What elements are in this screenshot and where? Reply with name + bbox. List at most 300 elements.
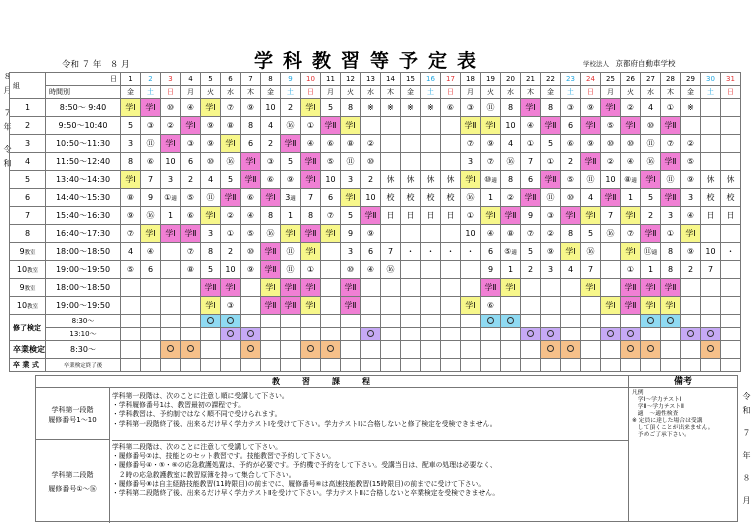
shuryo-cell-pm bbox=[201, 328, 221, 341]
schedule-cell: ⑧ bbox=[221, 117, 241, 135]
shuryo-cell-pm bbox=[121, 328, 141, 341]
schedule-cell bbox=[701, 135, 721, 153]
graduation-cell bbox=[501, 359, 521, 372]
graduation-label: 卒 業 式 bbox=[10, 359, 46, 372]
school-prefix: 学校法人 bbox=[583, 60, 609, 68]
schedule-cell: 学Ⅰ bbox=[641, 279, 661, 297]
schedule-cell bbox=[401, 261, 421, 279]
weekday-8: 金 bbox=[261, 86, 281, 99]
schedule-cell: 2 bbox=[281, 99, 301, 117]
exam-circle-icon bbox=[487, 317, 494, 324]
schedule-cell: ⑨ bbox=[201, 117, 221, 135]
schedule-cell: ③ bbox=[461, 99, 481, 117]
schedule-cell bbox=[621, 171, 641, 189]
note-line: 適 ～適性検査 bbox=[632, 411, 679, 417]
weekday-28: 木 bbox=[661, 86, 681, 99]
schedule-cell: 学Ⅰ bbox=[201, 99, 221, 117]
schedule-cell: ⑦ bbox=[181, 243, 201, 261]
schedule-cell: ⑪ bbox=[481, 99, 501, 117]
schedule-cell bbox=[441, 297, 461, 315]
schedule-cell: ⑦ bbox=[121, 225, 141, 243]
schedule-cell: ⑯ bbox=[281, 117, 301, 135]
sotsugyo-cell bbox=[321, 341, 341, 359]
schedule-cell: ⑪ bbox=[541, 189, 561, 207]
schedule-cell: ・ bbox=[441, 243, 461, 261]
schedule-cell: 校 bbox=[381, 189, 401, 207]
schedule-cell bbox=[441, 153, 461, 171]
schedule-cell-value: ⑤ bbox=[504, 247, 512, 256]
schedule-cell bbox=[441, 135, 461, 153]
schedule-cell bbox=[421, 135, 441, 153]
schedule-cell: ⑩ bbox=[361, 153, 381, 171]
schedule-cell bbox=[181, 279, 201, 297]
graduation-cell bbox=[481, 359, 501, 372]
schedule-cell: 6 bbox=[141, 261, 161, 279]
schedule-cell bbox=[141, 297, 161, 315]
shuryo-cell-pm bbox=[221, 328, 241, 341]
day-14: 14 bbox=[381, 73, 401, 86]
exam-circle-icon bbox=[567, 345, 574, 352]
exam-circle-icon bbox=[607, 330, 614, 337]
sotsugyo-cell bbox=[601, 341, 621, 359]
stage1-description bbox=[112, 392, 628, 440]
graduation-cell bbox=[361, 359, 381, 372]
schedule-cell bbox=[641, 243, 661, 261]
schedule-cell: ① bbox=[521, 135, 541, 153]
schedule-cell: ⑯ bbox=[461, 189, 481, 207]
schedule-cell: ⑦ bbox=[521, 225, 541, 243]
shuryo-cell bbox=[461, 315, 481, 328]
weekday-12: 火 bbox=[341, 86, 361, 99]
schedule-cell: ④ bbox=[481, 225, 501, 243]
exam-circle-icon bbox=[627, 330, 634, 337]
schedule-cell bbox=[421, 117, 441, 135]
schedule-cell: ⑯ bbox=[261, 225, 281, 243]
schedule-cell: 5 bbox=[221, 171, 241, 189]
schedule-cell: ⑦ bbox=[321, 207, 341, 225]
schedule-cell: ※ bbox=[361, 99, 381, 117]
schedule-cell: 5 bbox=[281, 153, 301, 171]
schedule-cell: 学Ⅱ bbox=[541, 171, 561, 189]
schedule-cell: 学Ⅰ bbox=[241, 153, 261, 171]
schedule-cell: 学Ⅰ bbox=[681, 225, 701, 243]
shuryo-cell-pm bbox=[561, 328, 581, 341]
schedule-cell bbox=[401, 279, 421, 297]
schedule-cell bbox=[701, 153, 721, 171]
shuryo-cell bbox=[701, 315, 721, 328]
weekday-30: 土 bbox=[701, 86, 721, 99]
weekday-18: 月 bbox=[461, 86, 481, 99]
schedule-cell: 4 bbox=[261, 117, 281, 135]
schedule-cell bbox=[721, 117, 741, 135]
shuryo-cell-pm bbox=[701, 328, 721, 341]
schedule-cell bbox=[401, 297, 421, 315]
schedule-cell: 学Ⅰ bbox=[141, 99, 161, 117]
schedule-cell: 4 bbox=[501, 135, 521, 153]
stage2-sub: 履修番号①～⑯ bbox=[48, 485, 97, 493]
stage2-line: ・履修番号②は、技能とのセット教習です。技能教習で予約して下さい。 bbox=[112, 452, 336, 461]
schedule-cell: ⑪ bbox=[341, 153, 361, 171]
schedule-cell bbox=[541, 279, 561, 297]
shuryo-cell-pm bbox=[501, 328, 521, 341]
schedule-cell: ⑤ bbox=[321, 153, 341, 171]
schedule-cell: 学Ⅰ bbox=[501, 279, 521, 297]
schedule-cell: 学Ⅱ bbox=[621, 279, 641, 297]
period-time: 8:50～ 9:40 bbox=[46, 99, 121, 117]
aptitude-mark: 適 bbox=[290, 196, 296, 202]
schedule-cell: 学Ⅰ bbox=[141, 225, 161, 243]
schedule-cell: 5 bbox=[121, 117, 141, 135]
schedule-cell: 学Ⅰ bbox=[301, 297, 321, 315]
weekday-21: 木 bbox=[521, 86, 541, 99]
schedule-cell: 8 bbox=[121, 153, 141, 171]
schedule-cell: 学Ⅱ bbox=[341, 297, 361, 315]
year-month: 令和 ７ 年 ８ 月 bbox=[62, 60, 130, 70]
schedule-cell: 校 bbox=[441, 189, 461, 207]
shuryo-kentei-label: 修了検定 bbox=[10, 315, 46, 341]
schedule-cell: 日 bbox=[441, 207, 461, 225]
schedule-cell: 6 bbox=[361, 243, 381, 261]
graduation-cell bbox=[341, 359, 361, 372]
schedule-cell: 校 bbox=[421, 189, 441, 207]
exam-circle-icon bbox=[247, 330, 254, 337]
schedule-cell: ① bbox=[661, 225, 681, 243]
day-19: 19 bbox=[481, 73, 501, 86]
shuryo-cell-pm bbox=[241, 328, 261, 341]
schedule-cell: 学Ⅱ bbox=[501, 207, 521, 225]
day-3: 3 bbox=[161, 73, 181, 86]
stage2-description bbox=[112, 440, 628, 523]
shuryo-cell-pm bbox=[341, 328, 361, 341]
day-24: 24 bbox=[581, 73, 601, 86]
sotsugyo-cell bbox=[201, 341, 221, 359]
schedule-cell bbox=[421, 279, 441, 297]
schedule-cell: 7 bbox=[521, 153, 541, 171]
schedule-cell: ⑨ bbox=[121, 207, 141, 225]
schedule-cell: ⑩ bbox=[601, 135, 621, 153]
schedule-cell: ⑧ bbox=[121, 189, 141, 207]
schedule-cell: 2 bbox=[221, 243, 241, 261]
schedule-cell-value: ⑪ bbox=[643, 247, 652, 256]
schedule-cell: 1 bbox=[621, 189, 641, 207]
schedule-cell bbox=[441, 279, 461, 297]
schedule-cell: 2 bbox=[561, 153, 581, 171]
schedule-cell: 学Ⅱ bbox=[221, 189, 241, 207]
schedule-cell: ⑨ bbox=[201, 135, 221, 153]
shuryo-cell-pm bbox=[541, 328, 561, 341]
left-vertical-caption: ８月 ７年 令和 bbox=[3, 72, 12, 174]
schedule-cell bbox=[421, 261, 441, 279]
schedule-cell: 8 bbox=[661, 243, 681, 261]
schedule-cell: 10 bbox=[461, 225, 481, 243]
schedule-cell bbox=[381, 153, 401, 171]
schedule-cell: ・ bbox=[721, 243, 741, 261]
schedule-cell: ④ bbox=[241, 207, 261, 225]
graduation-cell bbox=[621, 359, 641, 372]
schedule-cell: 学Ⅰ bbox=[261, 189, 281, 207]
schedule-cell bbox=[161, 243, 181, 261]
graduation-cell bbox=[321, 359, 341, 372]
schedule-cell bbox=[721, 261, 741, 279]
schedule-cell: 学Ⅰ bbox=[161, 135, 181, 153]
schedule-cell: 4 bbox=[121, 243, 141, 261]
classroom-mark: 教室 bbox=[24, 286, 36, 292]
schedule-cell bbox=[701, 117, 721, 135]
schedule-cell: 学Ⅰ bbox=[561, 207, 581, 225]
schedule-cell: 学Ⅱ bbox=[581, 153, 601, 171]
schedule-cell: 学Ⅱ bbox=[661, 117, 681, 135]
shuryo-cell-pm bbox=[361, 328, 381, 341]
schedule-cell: ⑥ bbox=[141, 153, 161, 171]
schedule-cell: ③ bbox=[181, 135, 201, 153]
schedule-cell: 学Ⅱ bbox=[181, 225, 201, 243]
schedule-cell: 3 bbox=[341, 171, 361, 189]
curriculum-header: 教習課程 bbox=[36, 376, 628, 388]
weekday-22: 金 bbox=[541, 86, 561, 99]
exam-circle-icon bbox=[647, 317, 654, 324]
schedule-cell bbox=[521, 297, 541, 315]
period-number: 2 bbox=[10, 117, 46, 135]
schedule-cell bbox=[361, 297, 381, 315]
schedule-cell: ② bbox=[681, 135, 701, 153]
schedule-cell: 学Ⅰ bbox=[601, 297, 621, 315]
schedule-cell: ⑩ bbox=[561, 189, 581, 207]
shuryo-cell bbox=[261, 315, 281, 328]
schedule-cell: ④ bbox=[521, 117, 541, 135]
schedule-cell: ⑪ bbox=[661, 171, 681, 189]
shuryo-cell bbox=[601, 315, 621, 328]
shuryo-cell bbox=[181, 315, 201, 328]
stage1-title: 学科第一段階 bbox=[51, 406, 94, 414]
day-5: 5 bbox=[201, 73, 221, 86]
schedule-cell: 学Ⅰ bbox=[341, 189, 361, 207]
schedule-cell: ② bbox=[501, 189, 521, 207]
schedule-cell: 9 bbox=[141, 189, 161, 207]
period-number bbox=[10, 279, 46, 297]
schedule-cell: 10 bbox=[501, 117, 521, 135]
schedule-cell: 3 bbox=[341, 243, 361, 261]
schedule-cell: 学Ⅰ bbox=[121, 99, 141, 117]
exam-circle-icon bbox=[247, 345, 254, 352]
schedule-cell bbox=[561, 297, 581, 315]
weekday-17: 日 bbox=[441, 86, 461, 99]
schedule-cell bbox=[381, 117, 401, 135]
schedule-cell bbox=[361, 117, 381, 135]
graduation-cell bbox=[201, 359, 221, 372]
schedule-cell bbox=[421, 225, 441, 243]
schedule-cell: 学Ⅱ bbox=[281, 297, 301, 315]
schedule-cell: 学Ⅱ bbox=[281, 135, 301, 153]
stage2-line: ・学科第二段階終了後、出来るだけ早く学力テストⅡを受けて下さい。学力テストⅡに合格しないと卒業検定を受検できません。 bbox=[112, 489, 500, 498]
schedule-cell: ⑨ bbox=[241, 99, 261, 117]
schedule-cell: 学Ⅱ bbox=[661, 189, 681, 207]
schedule-cell: 1 bbox=[281, 207, 301, 225]
schedule-cell: ・ bbox=[461, 243, 481, 261]
schedule-cell: 学Ⅱ bbox=[301, 153, 321, 171]
schedule-cell bbox=[701, 225, 721, 243]
day-9: 9 bbox=[281, 73, 301, 86]
schedule-cell bbox=[161, 189, 181, 207]
schedule-cell bbox=[501, 243, 521, 261]
stage2-title: 学科第二段階 bbox=[51, 471, 94, 479]
schedule-cell: 2 bbox=[521, 261, 541, 279]
schedule-cell: ⑯ bbox=[581, 243, 601, 261]
aptitude-mark: 適 bbox=[491, 178, 497, 184]
schedule-cell bbox=[681, 117, 701, 135]
schedule-cell: 学Ⅰ bbox=[261, 279, 281, 297]
schedule-cell: ⑩ bbox=[201, 153, 221, 171]
schedule-cell: 3 bbox=[121, 135, 141, 153]
sotsugyo-cell bbox=[641, 341, 661, 359]
classroom-mark: 教室 bbox=[27, 268, 39, 274]
weekday-9: 土 bbox=[281, 86, 301, 99]
shuryo-cell-pm bbox=[421, 328, 441, 341]
weekday-10: 日 bbox=[301, 86, 321, 99]
schedule-cell: 休 bbox=[441, 171, 461, 189]
shuryo-cell-pm bbox=[261, 328, 281, 341]
schedule-cell: 4 bbox=[641, 99, 661, 117]
stage2-label bbox=[36, 440, 110, 523]
schedule-cell: 学Ⅱ bbox=[461, 117, 481, 135]
weekday-27: 水 bbox=[641, 86, 661, 99]
shuryo-cell bbox=[321, 315, 341, 328]
day-1: 1 bbox=[121, 73, 141, 86]
schedule-cell: 学Ⅰ bbox=[581, 279, 601, 297]
weekday-6: 水 bbox=[221, 86, 241, 99]
shuryo-cell-pm bbox=[681, 328, 701, 341]
graduation-cell bbox=[121, 359, 141, 372]
stage1-label bbox=[36, 388, 110, 440]
day-13: 13 bbox=[361, 73, 381, 86]
day-11: 11 bbox=[321, 73, 341, 86]
schedule-cell: 4 bbox=[581, 189, 601, 207]
schedule-cell: 5 bbox=[321, 99, 341, 117]
aptitude-mark: 適 bbox=[511, 250, 517, 256]
schedule-cell: ⑥ bbox=[561, 135, 581, 153]
stage1-line: ・学科第一段階終了後、出来るだけ早く学力テストⅠを受けて下さい。学力テストⅠに合格しないと修了検定を受検できません。 bbox=[112, 419, 497, 428]
schedule-cell bbox=[521, 279, 541, 297]
day-15: 15 bbox=[401, 73, 421, 86]
notes-body bbox=[628, 388, 737, 521]
schedule-cell: ※ bbox=[681, 99, 701, 117]
shuryo-cell-pm bbox=[521, 328, 541, 341]
day-10: 10 bbox=[301, 73, 321, 86]
stage2-line: ・履修番号⑧は自主経路技能教習(11時限目)の前までに、履修番号⑥は高速技能教習(15時限目)の前までに受けて下さい。 bbox=[112, 479, 486, 488]
shuryo-cell bbox=[641, 315, 661, 328]
schedule-cell: ⑪ bbox=[641, 135, 661, 153]
schedule-cell: 休 bbox=[721, 171, 741, 189]
schedule-cell bbox=[421, 297, 441, 315]
page-title: 学科教習等予定表 bbox=[253, 50, 486, 72]
exam-circle-icon bbox=[627, 345, 634, 352]
schedule-cell: 学Ⅱ bbox=[301, 225, 321, 243]
schedule-cell bbox=[381, 279, 401, 297]
schedule-cell: 学Ⅱ bbox=[621, 297, 641, 315]
period-time: 13:40～14:30 bbox=[46, 171, 121, 189]
exam-circle-icon bbox=[307, 345, 314, 352]
schedule-cell: ⑤ bbox=[601, 117, 621, 135]
note-line: 予めご了承下さい。 bbox=[632, 432, 690, 438]
day-4: 4 bbox=[181, 73, 201, 86]
schedule-cell: ※ bbox=[381, 99, 401, 117]
graduation-cell bbox=[441, 359, 461, 372]
period-time: 18:00～18:50 bbox=[46, 243, 121, 261]
schedule-cell bbox=[721, 279, 741, 297]
schedule-cell bbox=[281, 189, 301, 207]
schedule-cell: ⑦ bbox=[661, 135, 681, 153]
day-6: 6 bbox=[221, 73, 241, 86]
sotsugyo-cell bbox=[421, 341, 441, 359]
schedule-cell bbox=[721, 297, 741, 315]
note-line: 学Ⅰ～学力テストⅠ bbox=[632, 397, 682, 403]
period-number: 4 bbox=[10, 153, 46, 171]
schedule-cell: ※ bbox=[401, 99, 421, 117]
stage1-line: ・学科教習は、予約制ではなく順不同で受けられます。 bbox=[112, 410, 282, 419]
schedule-cell: ⑨ bbox=[361, 225, 381, 243]
schedule-cell: 4 bbox=[201, 171, 221, 189]
schedule-cell bbox=[601, 279, 621, 297]
schedule-cell bbox=[381, 297, 401, 315]
exam-circle-icon bbox=[527, 330, 534, 337]
weekday-29: 金 bbox=[681, 86, 701, 99]
sotsugyo-cell bbox=[181, 341, 201, 359]
schedule-cell bbox=[241, 297, 261, 315]
schedule-cell: 学Ⅰ bbox=[201, 297, 221, 315]
schedule-cell bbox=[381, 135, 401, 153]
schedule-cell: ② bbox=[601, 153, 621, 171]
day-31: 31 bbox=[721, 73, 741, 86]
schedule-cell: 学Ⅰ bbox=[581, 117, 601, 135]
schedule-cell: ⑨ bbox=[581, 99, 601, 117]
weekday-13: 水 bbox=[361, 86, 381, 99]
sotsugyo-cell bbox=[581, 341, 601, 359]
schedule-cell: ⑩ bbox=[621, 135, 641, 153]
schedule-cell: 学Ⅱ bbox=[661, 279, 681, 297]
schedule-cell: 5 bbox=[521, 243, 541, 261]
school-label: 京都府自動車学校 bbox=[615, 59, 676, 68]
schedule-cell: 学Ⅰ bbox=[181, 117, 201, 135]
schedule-cell: 5 bbox=[641, 189, 661, 207]
day-16: 16 bbox=[421, 73, 441, 86]
schedule-cell bbox=[401, 135, 421, 153]
schedule-cell bbox=[321, 261, 341, 279]
shuryo-cell-pm bbox=[601, 328, 621, 341]
stage1-sub: 履修番号1～10 bbox=[48, 416, 97, 424]
schedule-cell: 5 bbox=[201, 261, 221, 279]
schedule-cell: ① bbox=[461, 207, 481, 225]
schedule-cell: 6 bbox=[241, 135, 261, 153]
schedule-cell: ⑧ bbox=[341, 135, 361, 153]
schedule-cell: ⑨ bbox=[281, 171, 301, 189]
schedule-cell bbox=[161, 261, 181, 279]
sotsugyo-cell bbox=[621, 341, 641, 359]
sotsugyo-cell bbox=[501, 341, 521, 359]
schedule-cell bbox=[481, 171, 501, 189]
schedule-cell-value: ⑩ bbox=[484, 175, 492, 184]
schedule-cell: ⑪ bbox=[201, 189, 221, 207]
schedule-cell: 1 bbox=[481, 189, 501, 207]
schedule-cell bbox=[161, 279, 181, 297]
stage2-line: 学科第二段階は、次のことに注意して受講して下さい。 bbox=[112, 443, 282, 451]
schedule-cell: ・ bbox=[421, 243, 441, 261]
day-26: 26 bbox=[621, 73, 641, 86]
schedule-cell: 学Ⅰ bbox=[481, 117, 501, 135]
schedule-cell: 8 bbox=[541, 99, 561, 117]
period-header: 時間別 bbox=[46, 86, 121, 99]
shuryo-cell bbox=[401, 315, 421, 328]
shuryo-cell-pm bbox=[401, 328, 421, 341]
sotsugyo-cell bbox=[681, 341, 701, 359]
